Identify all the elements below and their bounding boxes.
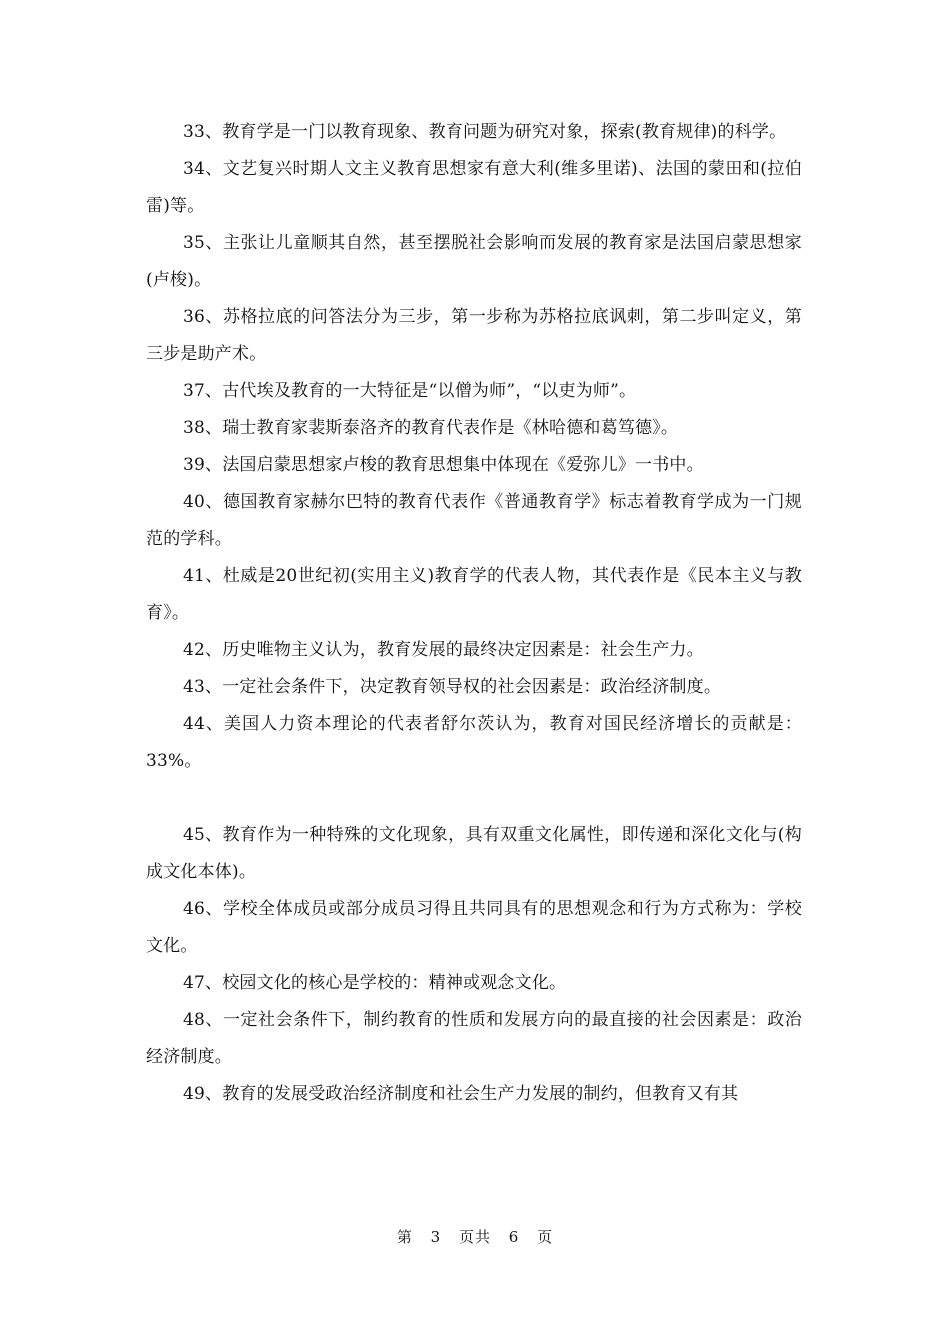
paragraph: 44、美国人力资本理论的代表者舒尔茨认为，教育对国民经济增长的贡献是：33%。: [146, 714, 802, 771]
page-footer: [0, 1226, 950, 1247]
document-body: [146, 114, 802, 1113]
paragraph: 48、一定社会条件下，制约教育的性质和发展方向的最直接的社会因素是：政治经济制度。: [146, 1010, 802, 1067]
paragraph: 36、苏格拉底的问答法分为三步，第一步称为苏格拉底讽刺，第二步叫定义，第三步是助产术。: [146, 307, 802, 364]
footer-current-page: 3: [430, 1228, 442, 1246]
paragraph: 37、古代埃及教育的一大特征是“以僧为师”，“以吏为师”。: [183, 381, 637, 401]
footer-prefix: 第: [396, 1228, 413, 1246]
paragraph: 35、主张让儿童顺其自然，甚至摆脱社会影响而发展的教育家是法国启蒙思想家(卢梭)。: [146, 233, 802, 290]
paragraph: 41、杜威是20世纪初(实用主义)教育学的代表人物，其代表作是《民本主义与教育》。: [146, 566, 802, 623]
paragraph: 43、一定社会条件下，决定教育领导权的社会因素是：政治经济制度。: [183, 677, 722, 697]
paragraph-block-1: [146, 114, 802, 780]
footer-middle: 页共: [458, 1228, 491, 1246]
paragraph-block-2: [146, 817, 802, 1113]
paragraph: 47、校园文化的核心是学校的：精神或观念文化。: [183, 973, 567, 993]
paragraph: 33、教育学是一门以教育现象、教育问题为研究对象，探索(教育规律)的科学。: [183, 122, 787, 142]
paragraph: 42、历史唯物主义认为，教育发展的最终决定因素是：社会生产力。: [183, 640, 704, 660]
section-gap: [146, 780, 802, 817]
paragraph: 45、教育作为一种特殊的文化现象，具有双重文化属性，即传递和深化文化与(构成文化本体)。: [146, 825, 802, 882]
footer-total-pages: 6: [508, 1228, 520, 1246]
paragraph: 39、法国启蒙思想家卢梭的教育思想集中体现在《爱弥儿》一书中。: [183, 455, 704, 475]
paragraph: 49、教育的发展受政治经济制度和社会生产力发展的制约，但教育又有其: [183, 1084, 739, 1104]
paragraph: 34、文艺复兴时期人文主义教育思想家有意大利(维多里诺)、法国的蒙田和(拉伯雷)等。: [146, 159, 802, 216]
footer-suffix: 页: [537, 1228, 554, 1246]
paragraph: 46、学校全体成员或部分成员习得且共同具有的思想观念和行为方式称为：学校文化。: [146, 899, 802, 956]
paragraph: 40、德国教育家赫尔巴特的教育代表作《普通教育学》标志着教育学成为一门规范的学科。: [146, 492, 802, 549]
paragraph: 38、瑞士教育家裴斯泰洛齐的教育代表作是《林哈德和葛笃德》。: [183, 418, 679, 438]
